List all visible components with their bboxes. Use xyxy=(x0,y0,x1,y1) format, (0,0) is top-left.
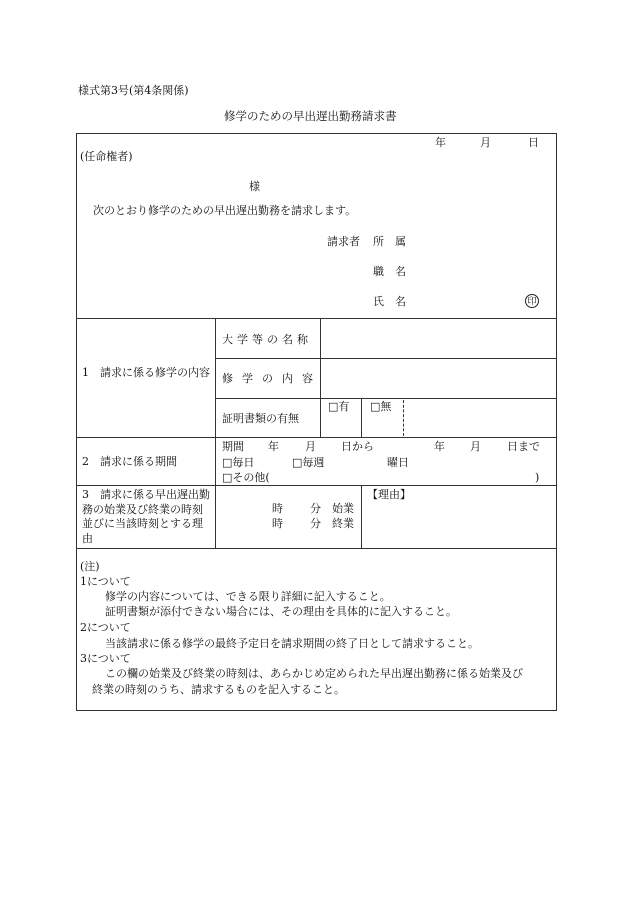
row1-line-b xyxy=(215,398,557,399)
period-start-day: 日から xyxy=(341,440,374,453)
note2-heading: 2について xyxy=(80,621,131,634)
divider-row1 xyxy=(76,437,557,438)
name-label: 氏 名 xyxy=(373,295,406,308)
period-end-day: 日まで xyxy=(507,440,540,453)
label-column-line xyxy=(215,318,216,548)
frequency-weekly: □毎週 xyxy=(292,456,325,469)
note1-line1: 修学の内容については、できる限り詳細に記入すること。 xyxy=(105,590,391,603)
appointing-authority: (任命権者) xyxy=(80,150,133,163)
date-day: 日 xyxy=(528,136,539,149)
period-end-year: 年 xyxy=(434,440,445,453)
seal-mark: 印 xyxy=(525,294,539,308)
certificate-split-line xyxy=(361,398,362,437)
date-year: 年 xyxy=(435,136,446,149)
note1-line2: 証明書類が添付できない場合には、その理由を具体的に記入すること。 xyxy=(105,605,457,618)
period-start-year: 年 xyxy=(268,440,279,453)
end-label: 終業 xyxy=(332,517,354,530)
frequency-other: □その他( xyxy=(222,471,270,484)
note3-heading: 3について xyxy=(80,652,131,665)
date-month: 月 xyxy=(480,136,491,149)
start-label: 始業 xyxy=(332,502,354,515)
certificate-label: 証明書類の有無 xyxy=(222,412,299,425)
start-hour: 時 xyxy=(272,502,283,515)
frequency-daily: □毎日 xyxy=(222,456,255,469)
note1-heading: 1について xyxy=(80,575,131,588)
start-minute: 分 xyxy=(310,502,321,515)
note3-line1: この欄の始業及び終業の時刻は、あらかじめ定められた早出遅出勤務に係る始業及び xyxy=(105,667,523,680)
affiliation-label: 所 属 xyxy=(373,235,406,248)
divider-header xyxy=(76,318,557,319)
row2-label: 2 請求に係る期間 xyxy=(82,455,177,468)
reason-label: 【理由】 xyxy=(367,488,411,501)
study-content-label: 修学の内容 xyxy=(222,372,322,385)
position-label: 職 名 xyxy=(373,265,406,278)
period-end-month: 月 xyxy=(470,440,481,453)
requester-label: 請求者 xyxy=(327,235,360,248)
certificate-yes: □有 xyxy=(328,400,350,413)
row3-label: 3 請求に係る早出遅出勤務の始業及び終業の時刻並びに当該時刻とする理由 xyxy=(82,488,210,545)
form-frame xyxy=(76,133,557,711)
form-title: 修学のための早出遅出勤務請求書 xyxy=(224,109,397,123)
certificate-no: □無 xyxy=(370,400,392,413)
request-sentence: 次のとおり修学のための早出遅出勤務を請求します。 xyxy=(93,204,357,217)
row1-line-a xyxy=(215,358,557,359)
note3-line2: 終業の時刻のうち、請求するものを記入すること。 xyxy=(92,683,345,696)
period-prefix: 期間 xyxy=(222,440,244,453)
weekday-label: 曜日 xyxy=(387,456,409,469)
notes-title: (注) xyxy=(80,560,100,573)
divider-row2 xyxy=(76,485,557,486)
certificate-dashed-line xyxy=(403,400,404,436)
end-hour: 時 xyxy=(272,517,283,530)
school-name-label: 大学等の名称 xyxy=(222,333,312,346)
period-start-month: 月 xyxy=(305,440,316,453)
row1-label: 1 請求に係る修学の内容 xyxy=(82,366,210,379)
form-number: 様式第3号(第4条関係) xyxy=(78,84,189,97)
end-minute: 分 xyxy=(310,517,321,530)
note2-line1: 当該請求に係る修学の最終予定日を請求期間の終了日として請求すること。 xyxy=(105,637,479,650)
frequency-other-close: ) xyxy=(535,471,540,484)
honorific-sama: 様 xyxy=(249,180,260,193)
divider-row3 xyxy=(76,548,557,549)
row3-split-line xyxy=(361,485,362,548)
